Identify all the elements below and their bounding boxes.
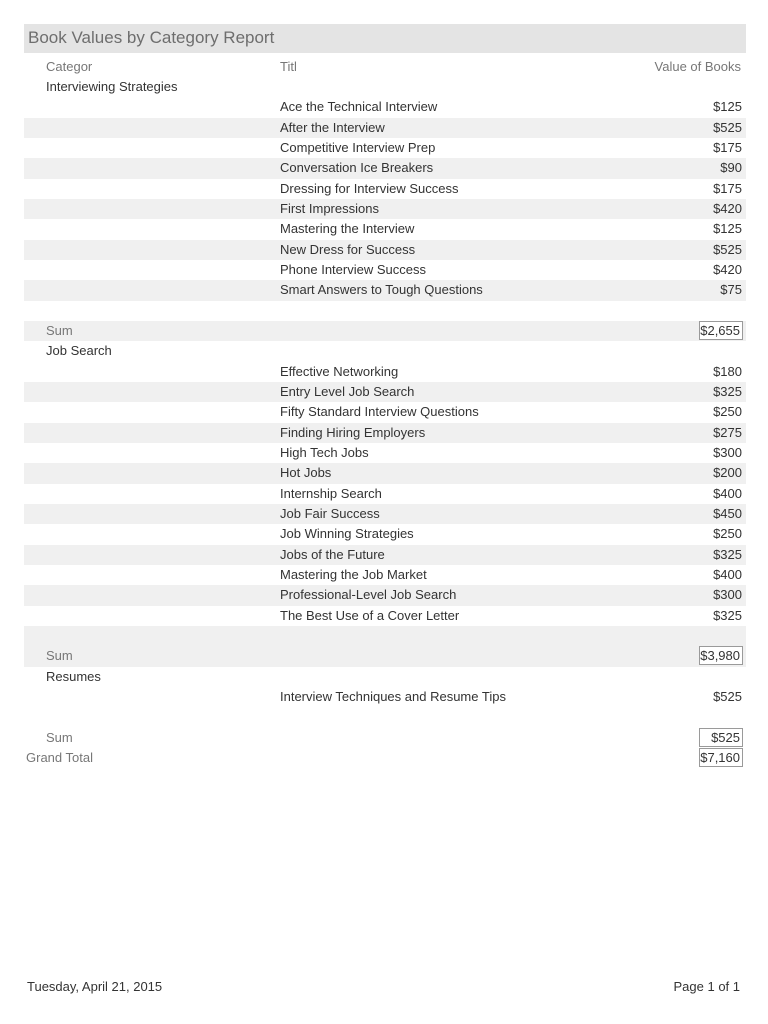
book-title: Phone Interview Success [280,261,426,277]
group-header-row [24,341,746,361]
table-row [24,240,746,260]
category-label: Job Search [46,343,112,359]
book-value: $250 [713,526,742,542]
category-label: Interviewing Strategies [46,79,178,94]
book-value: $525 [713,688,742,704]
book-value: $75 [720,282,742,298]
book-title: High Tech Jobs [280,444,369,460]
book-value: $400 [713,485,742,501]
table-row [24,524,746,544]
table-row [24,382,746,402]
book-title: First Impressions [280,200,379,216]
book-title: Job Winning Strategies [280,526,414,542]
book-value: $525 [713,241,742,257]
table-row [24,565,746,585]
book-title: After the Interview [280,119,385,135]
table-row [24,687,746,707]
book-value: $175 [713,180,742,196]
sum-label: Sum [46,648,73,664]
sum-row [24,646,746,666]
table-row [24,504,746,524]
book-title: Jobs of the Future [280,546,385,562]
group-header-row [24,77,746,97]
sum-label: Sum [46,729,73,745]
book-title: Mastering the Job Market [280,566,427,582]
book-title: Competitive Interview Prep [280,139,436,155]
book-value: $400 [713,566,742,582]
book-title: Mastering the Interview [280,221,415,237]
table-row [24,260,746,280]
sum-label: Sum [46,322,73,338]
book-value: $525 [713,119,742,135]
book-value: $200 [713,465,742,481]
book-value: $250 [713,404,742,420]
table-row [24,179,746,199]
grand-total-value: $7,160 [699,748,743,767]
book-title: Interview Techniques and Resume Tips [280,688,506,704]
book-title: Effective Networking [280,363,399,379]
book-value: $125 [713,99,742,115]
book-title: Conversation Ice Breakers [280,160,434,176]
sum-row [24,321,746,341]
spacer-row [24,301,746,321]
table-row [24,280,746,300]
table-row [24,463,746,483]
book-value: $300 [713,587,742,603]
table-row [24,484,746,504]
book-title: Finding Hiring Employers [280,424,426,440]
grand-total-label: Grand Total [26,749,93,765]
book-title: New Dress for Success [280,241,416,257]
table-row [24,219,746,239]
sum-value: $2,655 [699,321,743,340]
column-header-value: Value of Books [654,59,741,74]
book-title: Internship Search [280,485,382,501]
table-row [24,402,746,422]
book-value: $325 [713,607,742,623]
book-title: Professional-Level Job Search [280,587,457,603]
book-value: $325 [713,546,742,562]
book-value: $180 [713,363,742,379]
category-label: Resumes [46,668,101,684]
book-value: $325 [713,383,742,399]
sum-row [24,728,746,748]
book-value: $175 [713,139,742,155]
book-title: Ace the Technical Interview [280,99,438,115]
report-date: Tuesday, April 21, 2015 [27,979,163,994]
book-title: Smart Answers to Tough Questions [280,282,483,298]
column-header-title: Titl [280,59,297,74]
book-title: Dressing for Interview Success [280,180,459,196]
group-header-row [24,667,746,687]
sum-value: $3,980 [699,646,743,665]
table-row [24,158,746,178]
table-row [24,97,746,117]
book-value: $90 [720,160,742,176]
book-title: The Best Use of a Cover Letter [280,607,460,623]
table-row [24,585,746,605]
report-title-bar [24,24,746,53]
book-value: $300 [713,444,742,460]
table-row [24,138,746,158]
sum-value: $525 [699,728,743,747]
table-row [24,118,746,138]
book-value: $125 [713,221,742,237]
table-row [24,606,746,626]
report-title: Book Values by Category Report [28,28,275,47]
grand-total-row [24,748,746,768]
table-row [24,362,746,382]
book-title: Hot Jobs [280,465,332,481]
report-body [24,77,746,768]
page-number: Page 1 of 1 [673,979,740,994]
spacer-row [24,626,746,646]
book-value: $275 [713,424,742,440]
book-title: Entry Level Job Search [280,383,415,399]
table-row [24,423,746,443]
table-row [24,199,746,219]
book-value: $420 [713,200,742,216]
table-row [24,443,746,463]
table-row [24,545,746,565]
spacer-row [24,707,746,727]
book-value: $450 [713,505,742,521]
book-title: Job Fair Success [280,505,380,521]
column-header-category: Categor [46,59,93,74]
book-value: $420 [713,261,742,277]
book-title: Fifty Standard Interview Questions [280,404,479,420]
